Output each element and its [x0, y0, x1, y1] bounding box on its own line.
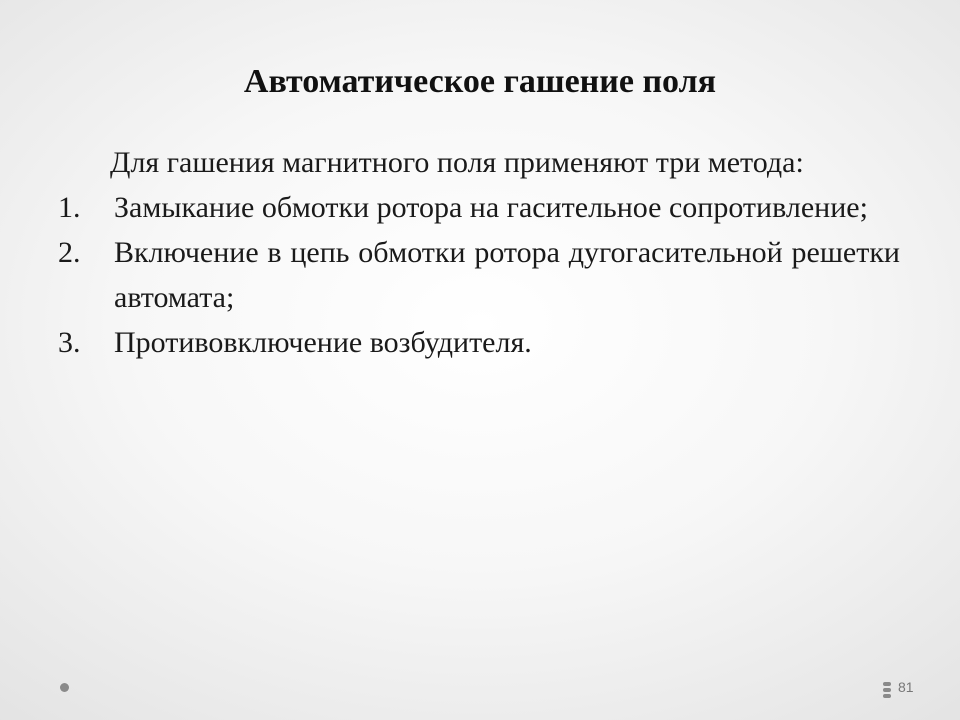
methods-list — [58, 185, 900, 365]
list-item — [58, 185, 900, 230]
footer-dot-icon — [60, 683, 69, 692]
list-item-number: 1. — [58, 191, 81, 224]
slide-title: Автоматическое гашение поля — [243, 63, 717, 100]
footer-stacked-dots-icon — [883, 682, 891, 698]
list-item-text: Замыкание обмотки ротора на гасительное сопротивление; — [114, 191, 868, 224]
list-item-number: 3. — [58, 326, 81, 359]
intro-paragraph: Для гашения магнитного поля применяют три метода: — [110, 146, 804, 179]
list-item — [58, 230, 900, 320]
slide-body — [58, 140, 900, 365]
list-item-text: Противовключение возбудителя. — [114, 326, 532, 359]
list-item-text: Включение в цепь обмотки ротора дугогасительной решетки автомата; — [114, 236, 900, 314]
slide-number: 81 — [898, 679, 914, 695]
list-item-number: 2. — [58, 236, 81, 269]
list-item — [58, 320, 900, 365]
